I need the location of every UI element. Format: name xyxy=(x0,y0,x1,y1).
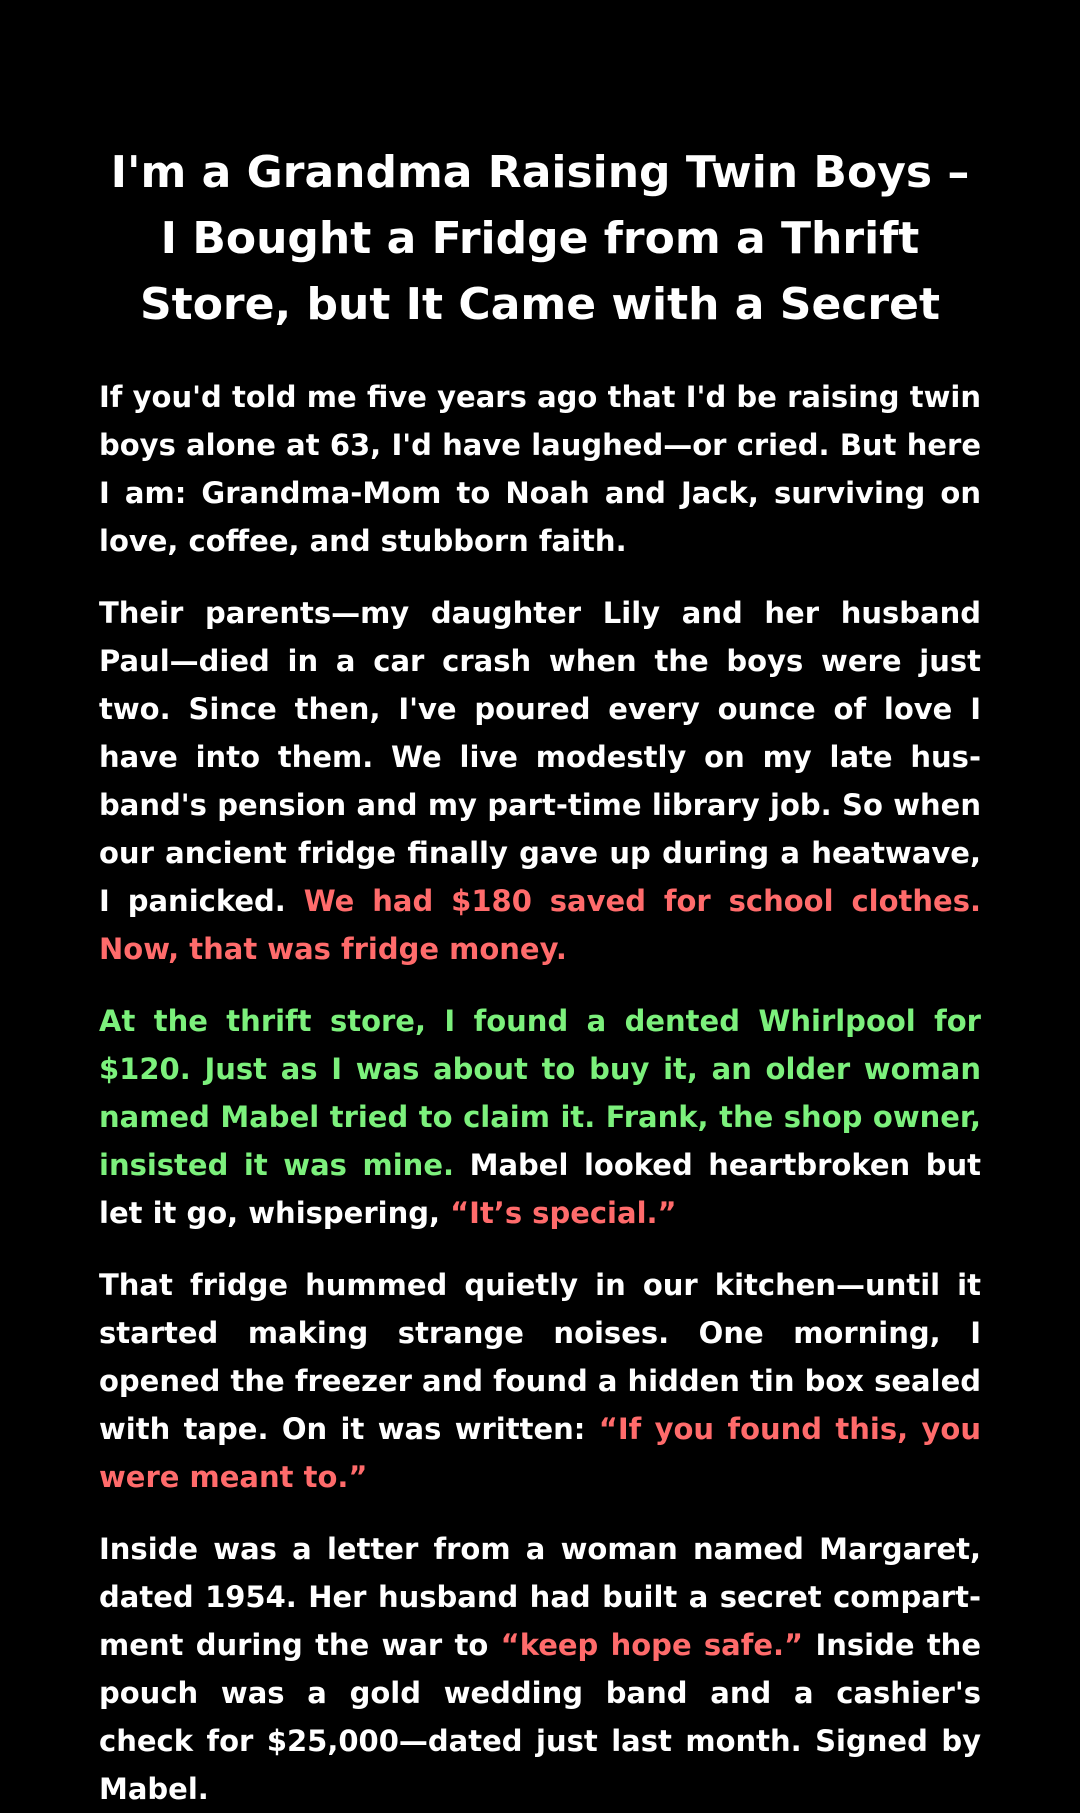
paragraph-4-text: That fridge hummed quietly in our kitchen—until it started making strange noises. One morning, I opened the freezer and found a hidden tin box sealed with tape. On it was written: xyxy=(99,1268,981,1446)
paragraph-5-text-1: Inside was a letter from a woman named Margaret, dated 1954. Her husband had built a secret compartment during the war to xyxy=(99,1532,981,1662)
paragraph-5-text-2: Inside the pouch was a gold wedding band and a cashier's check for $25,000—dated just last month. Signed by Mabel. xyxy=(99,1628,981,1806)
paragraph-5-quote: “keep hope safe.” xyxy=(500,1628,804,1662)
paragraph-2 xyxy=(99,589,981,973)
paragraph-5 xyxy=(99,1525,981,1813)
paragraph-1 xyxy=(99,373,981,565)
paragraph-4 xyxy=(99,1261,981,1501)
paragraph-3 xyxy=(99,997,981,1237)
paragraph-1-text: If you'd told me five years ago that I'd be raising twin boys alone at 63, I'd have laughed—or cried. But here I am: Grandma-Mom to Noah and Jack, surviving on love, coffee, and stubborn faith. xyxy=(99,380,981,558)
paragraph-3-quote: “It’s special.” xyxy=(450,1196,677,1230)
paragraph-3-highlight: At the thrift store, I found a dented Whirlpool for $120. Just as I was about to buy it, an older woman named Mabel tried to claim it. Frank, the shop owner, insisted it was mine. xyxy=(99,1004,981,1182)
paragraph-2-highlight: We had $180 saved for school clothes. Now, that was fridge money. xyxy=(99,884,981,966)
paragraph-4-quote: “If you found this, you were meant to.” xyxy=(99,1412,981,1494)
paragraph-3-text: Mabel looked heartbroken but let it go, whispering, xyxy=(99,1148,981,1230)
paragraph-2-text: Their parents—my daughter Lily and her husband Paul—died in a car crash when the boys were just two. Since then, I've poured every ounce of love I have into them. We live modestly on my late husband's pension and my part-time library job. So when our ancient fridge finally gave up during a heatwave, I panicked. xyxy=(99,596,981,918)
article-title: I'm a Grandma Raising Twin Boys – I Bought a Fridge from a Thrift Store, but It Came with a Secret xyxy=(110,147,970,330)
